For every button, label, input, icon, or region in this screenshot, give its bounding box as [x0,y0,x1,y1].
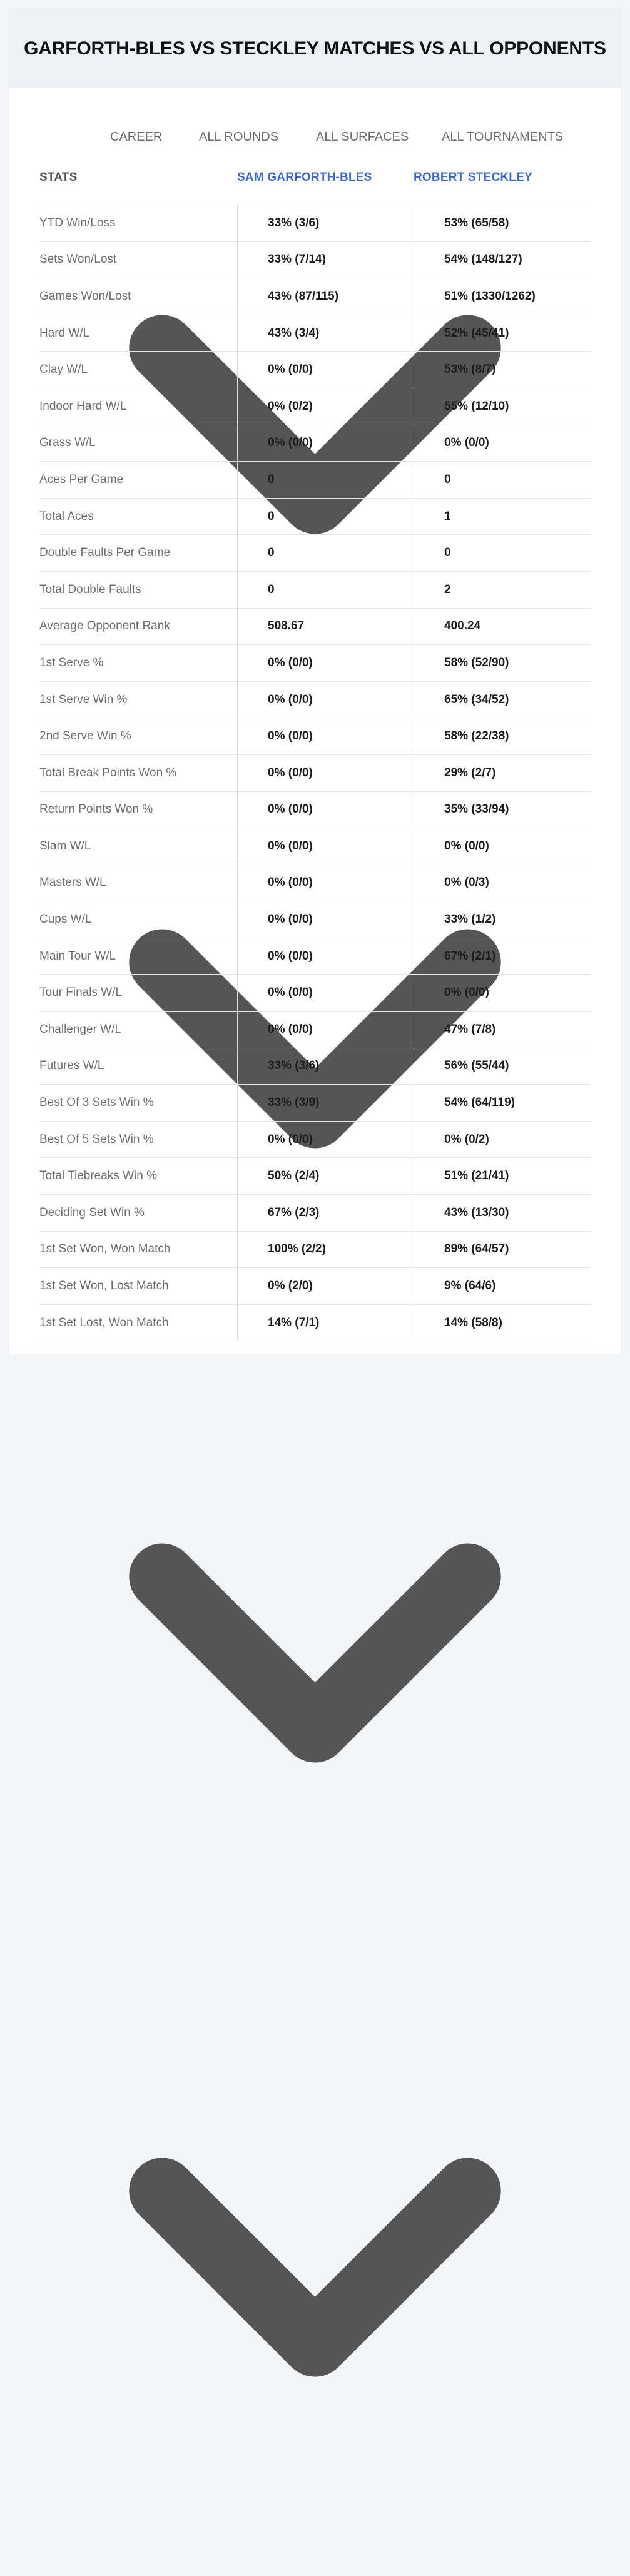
chevron-down-icon[interactable] [9,1950,621,1961]
player1-value-cell: 0 [237,535,414,571]
table-row [39,609,591,646]
player2-value-cell: 0% (0/0) [414,425,591,462]
player1-value-cell: 0% (0/0) [237,828,414,865]
table-row [39,1268,591,1305]
player2-value-cell: 67% (2/1) [414,938,591,975]
player1-value-cell: 0% (0/0) [237,645,414,681]
stat-name-cell: Total Double Faults [39,582,141,596]
table-body [39,205,591,1341]
table-row [39,425,591,462]
table-row [39,315,591,352]
table-row [39,1048,591,1085]
stats-table [39,158,591,1341]
player1-value-cell: 0% (0/2) [237,388,414,425]
player2-value-cell: 1 [414,499,591,535]
player2-value-cell: 0 [414,535,591,571]
stat-name-cell: Grass W/L [39,436,96,450]
player2-value-cell: 56% (55/44) [414,1048,591,1085]
stat-name-cell: Total Break Points Won % [39,766,177,779]
table-row [39,572,591,609]
player1-value-cell: 0% (0/0) [237,901,414,938]
player1-value-cell: 508.67 [237,609,414,645]
stat-name-cell: 1st Set Won, Lost Match [39,1279,169,1293]
stats-card [9,9,621,1354]
table-row [39,1305,591,1342]
player2-value-cell: 33% (1/2) [414,901,591,938]
player1-value-cell: 43% (87/115) [237,278,414,315]
stat-name-cell: Clay W/L [39,363,88,377]
filter-label: CAREER [110,129,163,144]
player1-value-cell: 33% (3/6) [237,205,414,241]
page-title: GARFORTH-BLES VS STECKLEY MATCHES VS ALL OPPONENTS [24,38,606,59]
table-row [39,901,591,938]
rounds-filter-dropdown[interactable] [199,128,278,146]
player2-value-cell: 0% (0/3) [414,865,591,901]
player2-value-cell: 14% (58/8) [414,1305,591,1341]
stat-name-cell: Aces Per Game [39,472,124,486]
player1-value-cell: 0% (0/0) [237,1012,414,1048]
player1-value-cell: 33% (7/14) [237,242,414,278]
table-row [39,865,591,902]
filter-label: ALL TOURNAMENTS [442,129,564,144]
stat-name-cell: 1st Set Lost, Won Match [39,1316,169,1329]
stat-name-cell: Slam W/L [39,839,91,853]
player2-value-cell: 55% (12/10) [414,388,591,425]
player2-value-cell: 53% (65/58) [414,205,591,241]
stat-name-cell: Tour Finals W/L [39,986,122,1000]
stat-name-cell: 1st Serve Win % [39,692,128,706]
chevron-down-icon[interactable] [9,2565,621,2575]
table-row [39,1122,591,1159]
player1-value-cell: 0% (0/0) [237,938,414,975]
player1-value-cell: 0% (0/0) [237,352,414,388]
table-row [39,645,591,682]
player1-value-cell: 67% (2/3) [237,1195,414,1231]
player2-value-cell: 65% (34/52) [414,682,591,718]
stat-name-cell: Games Won/Lost [39,289,131,303]
player1-value-cell: 0% (0/0) [237,682,414,718]
player2-value-cell: 54% (64/119) [414,1085,591,1121]
stat-name-cell: Masters W/L [39,876,106,890]
player2-value-cell: 58% (22/38) [414,718,591,754]
career-filter-dropdown[interactable] [110,128,162,146]
player2-value-cell: 43% (13/30) [414,1195,591,1231]
stat-name-cell: Futures W/L [39,1059,104,1073]
player1-value-cell: 0% (2/0) [237,1268,414,1304]
stat-name-cell: YTD Win/Loss [39,216,116,230]
table-row [39,1195,591,1232]
player1-value-cell: 33% (3/9) [237,1085,414,1121]
stat-name-cell: 2nd Serve Win % [39,729,131,743]
stat-name-cell: Best Of 3 Sets Win % [39,1096,154,1110]
table-row [39,1158,591,1195]
player2-value-cell: 2 [414,572,591,608]
player2-value-cell: 0 [414,462,591,498]
player1-value-cell: 0% (0/0) [237,718,414,754]
player2-value-cell: 54% (148/127) [414,242,591,278]
player1-value-cell: 0% (0/0) [237,792,414,828]
stat-name-cell: Double Faults Per Game [39,546,171,560]
stat-name-cell: 1st Serve % [39,656,104,669]
player1-value-cell: 0% (0/0) [237,1122,414,1158]
player2-value-cell: 58% (52/90) [414,645,591,681]
page-header [9,9,621,88]
stat-name-cell: Hard W/L [39,326,90,340]
player2-value-cell: 9% (64/6) [414,1268,591,1304]
table-row [39,1232,591,1269]
player2-value-cell: 53% (8/7) [414,352,591,388]
filter-bar [9,119,621,156]
table-row [39,242,591,279]
player2-value-cell: 400.24 [414,609,591,645]
player2-value-cell: 51% (21/41) [414,1158,591,1194]
player2-value-cell: 0% (0/2) [414,1122,591,1158]
player2-value-cell: 0% (0/0) [414,975,591,1011]
stat-name-cell: Sets Won/Lost [39,253,117,266]
table-row [39,278,591,315]
player1-value-cell: 33% (3/6) [237,1048,414,1085]
player1-value-cell: 50% (2/4) [237,1158,414,1194]
table-row [39,792,591,829]
player1-value-cell: 100% (2/2) [237,1232,414,1268]
column-header-player2[interactable]: ROBERT STECKLEY [414,171,532,184]
player2-value-cell: 29% (2/7) [414,755,591,791]
stat-name-cell: Challenger W/L [39,1022,121,1036]
player1-value-cell: 0 [237,572,414,608]
table-row [39,938,591,975]
player1-value-cell: 0% (0/0) [237,865,414,901]
stat-name-cell: Indoor Hard W/L [39,399,127,413]
table-row [39,828,591,865]
stat-name-cell: Best Of 5 Sets Win % [39,1132,154,1146]
stat-name-cell: 1st Set Won, Won Match [39,1242,171,1256]
stat-name-cell: Total Aces [39,509,94,523]
table-row [39,499,591,535]
stat-name-cell: Return Points Won % [39,803,153,816]
table-row [39,975,591,1012]
tournaments-filter-dropdown[interactable] [442,128,563,146]
player1-value-cell: 0% (0/0) [237,755,414,791]
stat-name-cell: Cups W/L [39,913,92,926]
player1-value-cell: 0% (0/0) [237,425,414,462]
table-row [39,682,591,719]
player2-value-cell: 0% (0/0) [414,828,591,865]
player1-value-cell: 43% (3/4) [237,315,414,352]
column-header-stats: STATS [39,171,78,184]
player1-value-cell: 0 [237,462,414,498]
table-row [39,755,591,792]
player2-value-cell: 89% (64/57) [414,1232,591,1268]
table-header [39,158,591,205]
stat-name-cell: Deciding Set Win % [39,1205,145,1219]
table-row [39,462,591,499]
stat-name-cell: Total Tiebreaks Win % [39,1169,157,1183]
stat-name-cell: Average Opponent Rank [39,619,170,633]
player2-value-cell: 47% (7/8) [414,1012,591,1048]
table-row [39,535,591,572]
table-row [39,1085,591,1122]
table-row [39,1012,591,1048]
table-row [39,352,591,388]
player2-value-cell: 51% (1330/1262) [414,278,591,315]
filter-label: ALL ROUNDS [199,129,279,144]
player1-value-cell: 0% (0/0) [237,975,414,1011]
column-header-player1[interactable]: SAM GARFORTH-BLES [237,171,372,184]
player1-value-cell: 14% (7/1) [237,1305,414,1341]
player2-value-cell: 35% (33/94) [414,792,591,828]
filter-label: ALL SURFACES [316,129,409,144]
table-row [39,388,591,425]
player1-value-cell: 0 [237,499,414,535]
player2-value-cell: 52% (45/41) [414,315,591,352]
table-row [39,205,591,242]
table-row [39,718,591,755]
surfaces-filter-dropdown[interactable] [316,128,409,146]
stat-name-cell: Main Tour W/L [39,949,116,963]
